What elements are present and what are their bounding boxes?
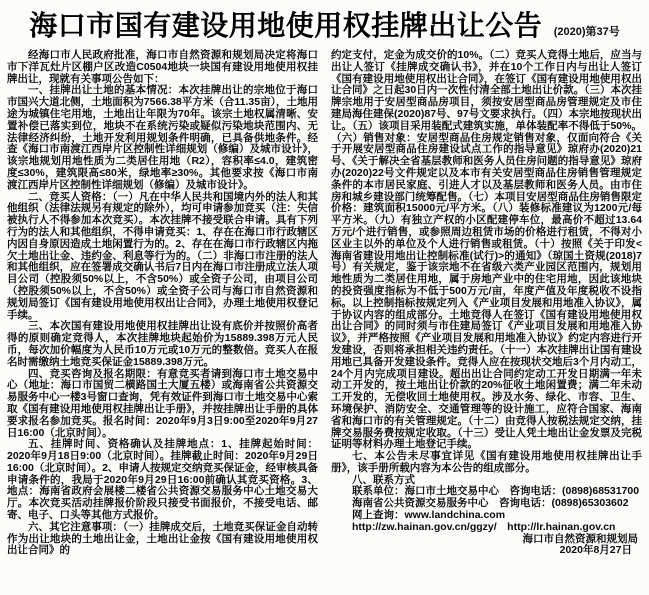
contact-line-urls: http://zw.hainan.gov.cn/ggzy/ http://lr.hainan.gov.cn xyxy=(352,520,616,533)
page-title: 海口市国有建设用地使用权挂牌出让公告 xyxy=(29,10,543,41)
paragraph-section-8-contact-heading: 八、联系方式 xyxy=(352,473,415,486)
left-column xyxy=(7,50,318,557)
issue-number: (2020)第37号 xyxy=(553,26,620,38)
contact-line-land-trade-center: 联系单位：海口市土地交易中心 咨询电话：(0898)68531700 xyxy=(352,485,640,498)
paragraph-section-7-handbook: 七、本公告未尽事宜详见《国有建设用地使用权挂牌出让手册》，该手册所载内容为本公告的组成部分。 xyxy=(331,450,642,474)
paragraph-section-6-notes-start: 六、其它注意事项：（一）挂牌成交后，土地竞买保证金自动转作为出让地块的土地出让金，土地出让金按《国有建设用地使用权出让合同》的 xyxy=(7,520,318,557)
announcement-header xyxy=(7,4,642,44)
two-column-body xyxy=(7,50,642,557)
paragraph-section-3-starting-price: 三、本次国有建设用地使用权挂牌出让设有底价并按照价高者得的原则确定竞得人，本次挂牌地块起始价为15889.398万元人民币，每次加价幅度为人民币10万元或10万元的整数倍。竞买人在报名时需缴纳土地竞买保证金15889.398万元。 xyxy=(7,320,318,368)
contact-line-online-query: 网上查询：www.landchina.com xyxy=(352,509,506,522)
signature-date: 2020年8月27日 xyxy=(559,544,632,557)
paragraph-section-6-notes-continued: 约定支付，定金为成交价的10%。（二）竞买人竞得土地后，应当与出让人签订《挂牌成交确认书》，并在10个工作日内与出让人签订《国有建设用地使用权出让合同》，在签订《国有建设用地使用权出让合同》之日起30日内一次性付清全部土地出让价款。（三）本次挂牌宗地用于安居型商品房项目，须按安居型商品房管理规定及市住建局海住建保(2020)87号、97号文要求执行。（四）本宗地按现状出让。（五）该项目采用装配式建筑实施，单体装配率不得低于50%。（六）销售对象：安居型商品住房规定销售对象，仅面向符合《关于开展安居型商品住房建设试点工作的指导意见》琼府办(2020)21号、《关于解决全省基层教师和医务人员住房问题的指导意见》琼府办(2020)22号文件规定以及本市有关安居型商品住房销售管理规定条件的本市居民家庭、引进人才以及基层教师和医务人员。由市住房和城乡建设部门统筹配售。（七）本项目安居型商品住房销售限定价格：建筑面积15000元/平方米。（八）装修标准建议为1200元/每平方米。（九）有独立产权的小区配建停车位，最高价不超过13.64万元/个进行销售，或参照周边租赁市场的价格进行租赁，不得对小区业主以外的单位及个人进行销售或租赁。（十）按照《关于印发<海南省建设用地出让控制标准(试行)>的通知》（琼国土资规(2018)7号）有关规定，鉴于该宗地不在省级六类产业园区范围内，规划用地性质为二类居住用地，属于房地产业中的住宅用地，因此该地块的投资强度指标为不低于500万元/亩，年度产值及年度税收不设指标。以上控制指标按规定列入《产业项目发展和用地准入协议》，属于协议内容的组成部分。土地竞得人在签订《国有建设用地使用权出让合同》的同时须与市住建局签订《产业项目发展和用地准入协议》，并严格按照《产业项目发展和用地准入协议》约定内容进行开发建设，否则将承担相关违约责任。（十一）本次挂牌出让国有建设用地已具备开发建设条件。竞得人应在按现状交地后3个月内动工，24个月内完成项目建设。超出出让合同约定动工开发日期满一年未动工开发的，按土地出让价款的20%征收土地闲置费；满二年未动工开发的，无偿收回土地使用权。涉及水务、绿化、市容、卫生、环境保护、消防安全、交通管理等的设计施工，应符合国家、海南省和海口市的有关管理规定。（十二）由竞得人按税法规定交纳，挂牌交易服务费按规定收取。（十三）受让人凭土地出让金发票及完税证明等材料办理土地登记手续。 xyxy=(331,49,642,451)
signature-issuer: 海口市自然资源和规划局 xyxy=(522,532,638,545)
contact-line-public-resource-center: 海南省公共资源交易服务中心 咨询电话：(0898)65303602 xyxy=(352,497,629,510)
right-column xyxy=(331,50,642,557)
paragraph-section-4-registration-period: 四、竞买咨询及报名期限：有意竞买者请到海口市土地交易中心（地址：海口市国贸二横路国土大厦五楼）或海南省公共资源交易服务中心一楼3号窗口查询，凭有效证件到海口市土地交易中心索取《国有建设用地使用权挂牌出让手册》，并按挂牌出让手册的具体要求报名参加竞买。报名时间：2020年9月3日9:00至2020年9月27日16:00（北京时间）。 xyxy=(7,367,318,439)
paragraph-preamble: 经海口市人民政府批准，海口市自然资源和规划局决定将海口市下洋瓦灶片区棚户区改造C0504地块一块国有建设用地使用权挂牌出让，现就有关事项公告如下： xyxy=(7,49,318,85)
paragraph-section-1-land-info: 一、挂牌出让土地的基本情况：本次挂牌出让的宗地位于海口市国兴大道北侧，土地面积为7566.38平方米（合11.35亩），土地用途为城镇住宅用地，土地出让年限为70年。该宗土地权属清晰、安置补偿已落实到位，地块不在系统污染或疑似污染地块范围内、无法律经济纠纷，土地开发利用规划条件明确，已具备供地条件。经查《海口市南渡江西岸片区控制性详细规划（修编）及城市设计》，该宗地规划用地性质为二类居住用地（R2），容积率≤4.0，建筑密度≤30%，建筑限高≤80米，绿地率≥30%。其他要求按《海口市南渡江西岸片区控制性详细规划（修编）及城市设计》。 xyxy=(7,84,318,191)
paragraph-section-2-bidder-eligibility: 二、竞买人资格：（一）凡在中华人民共和国境内外的法人和其他组织（法律法规另有规定的除外），均可申请参加竞买（注：失信被执行人不得参加本次竞买）。本次挂牌不接受联合申请。具有下列行为的法人和其他组织，不得申请竞买：1、存在在海口市行政辖区内因自身原因造成土地闲置行为的。2、存在在海口市行政辖区内拖欠土地出让金、违约金、利息等行为的。（二）非海口市注册的法人和其他组织，应在签署成交确认书后7日内在海口市注册成立法人项目公司（控股须50%以上，不含50%）或全资子公司，由项目公司（控股须50%以上，不含50%）或全资子公司与海口市自然资源和规划局签订《国有建设用地使用权出让合同》，办理土地使用权登记手续。 xyxy=(7,190,318,321)
paragraph-section-5-listing-time-location: 五、挂牌时间、资格确认及挂牌地点：1、挂牌起始时间：2020年9月18日9:00（北京时间）。挂牌截止时间：2020年9月29日16:00（北京时间）。2、申请人按规定交纳竞买保证金，经审核具备申请条件的，我局于2020年9月29日16:00前确认其竞买资格。3、地点：海南省政府会展楼二楼省公共资源交易服务中心土地交易大厅。本次竞买活动挂牌报价阶段只接受书面报价，不接受电话、邮寄、电子、口头等其他方式报价。 xyxy=(7,438,318,522)
